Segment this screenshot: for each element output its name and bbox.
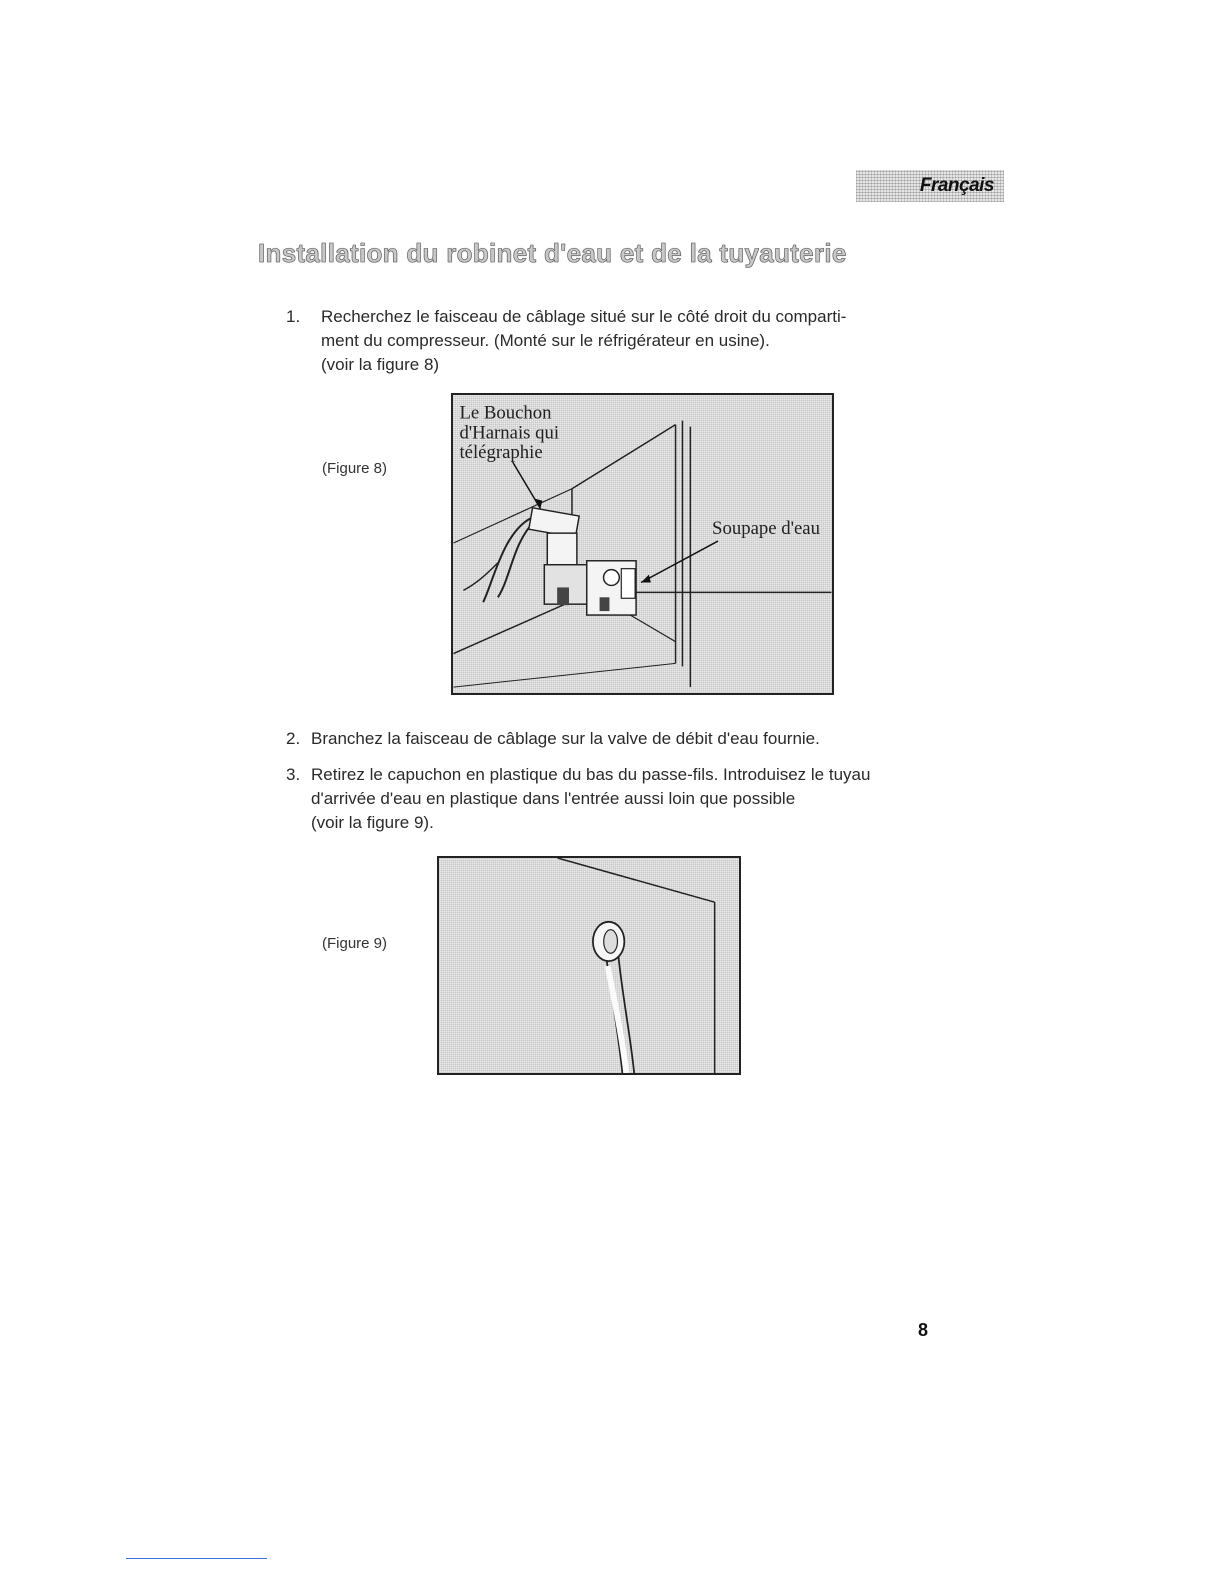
language-tab [856,170,1004,202]
plug-label-line3: télégraphie [459,442,543,464]
step-3 [286,763,966,835]
page-title: Installation du robinet d'eau et de la tuyauterie [258,238,847,268]
plug-label-line1: Le Bouchon [459,402,552,424]
water-valve-drawing [453,395,832,693]
footer-divider [126,1558,267,1559]
language-tab-label: Français [919,175,994,196]
figure-9-caption: (Figure 9) [322,935,388,952]
water-tube-drawing [439,858,739,1073]
step-1 [286,305,966,377]
step-2 [286,727,966,751]
step-text: Branchez la faisceau de câblage sur la valve de débit d'eau fournie. [311,729,820,748]
figure-9-illustration [437,856,741,1075]
step-number: 2. [286,729,301,748]
step-number: 1. [286,307,301,326]
step-number: 3. [286,765,301,784]
page-number: 8 [918,1320,929,1340]
step-text: Retirez le capuchon en plastique du bas du passe-fils. Introduisez le tuyau d'arrivée d'eau en plastique dans l'entrée aussi loin que possible (voir la figure 9). [311,765,871,832]
step-text: Recherchez le faisceau de câblage situé sur le côté droit du comparti- ment du compresseur. (Monté sur le réfrigérateur en usine). (voir la figure 8) [321,307,847,374]
figure-8-illustration [451,393,834,695]
plug-label-line2: d'Harnais qui [459,422,560,444]
valve-label: Soupape d'eau [712,518,821,540]
figure-8-caption: (Figure 8) [322,460,388,477]
